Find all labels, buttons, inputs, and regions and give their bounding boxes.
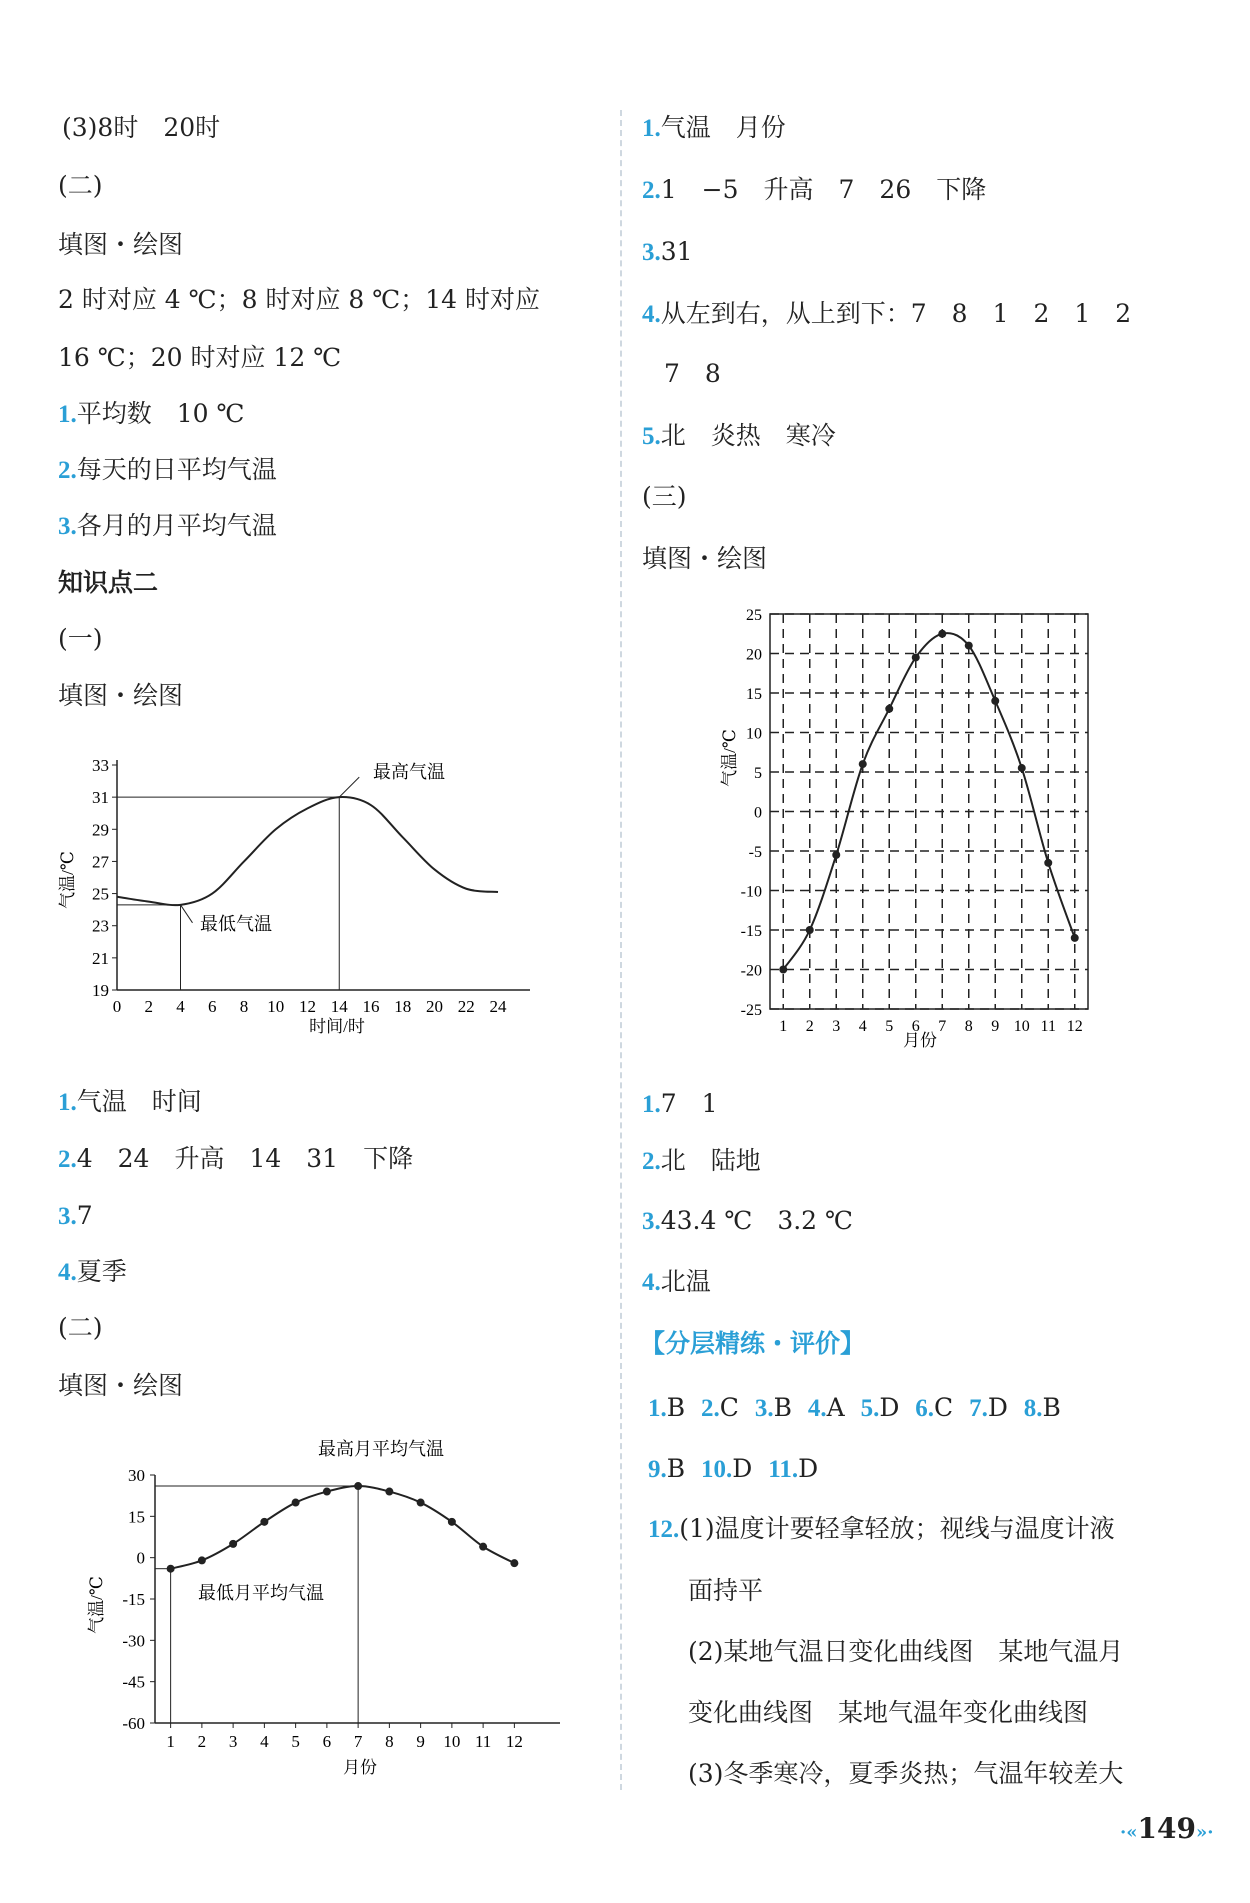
item-text: 北 炎热 寒冷 xyxy=(660,421,836,450)
max-temp-annotation: 最高气温 xyxy=(373,762,445,782)
mc-number: 4. xyxy=(807,1395,827,1422)
answer-item xyxy=(58,1143,413,1176)
max-leader xyxy=(339,777,359,797)
sub-heading: (二) xyxy=(58,1313,103,1342)
mc-answer: B xyxy=(666,1393,686,1422)
answer-item xyxy=(642,298,1131,331)
x-tick-label: 7 xyxy=(353,1732,363,1751)
spacer xyxy=(739,1393,755,1422)
y-tick-label: 0 xyxy=(754,804,762,822)
y-tick-label: 15 xyxy=(128,1507,145,1527)
answer-item xyxy=(642,1266,711,1299)
max-month-annotation: 最高月平均气温 xyxy=(318,1439,444,1459)
y-tick-label: 25 xyxy=(92,884,109,904)
spacer xyxy=(752,1454,768,1483)
answer-item xyxy=(58,1200,93,1233)
item-text: 1 −5 升高 7 26 下降 xyxy=(660,175,987,204)
item-number: 1. xyxy=(58,1089,77,1116)
item-text: 每天的日平均气温 xyxy=(76,455,277,484)
spacer xyxy=(953,1393,969,1422)
item-text: 4 24 升高 14 31 下降 xyxy=(76,1144,414,1173)
y-axis-label: 气温/℃ xyxy=(720,729,739,787)
mc-answer: B xyxy=(1042,1393,1061,1422)
x-tick-label: 9 xyxy=(991,1018,1000,1035)
x-tick-label: 18 xyxy=(394,997,412,1016)
item-number: 1. xyxy=(642,1091,661,1118)
mc-answers-row xyxy=(648,1392,1061,1425)
item-number: 4. xyxy=(642,301,661,328)
item-number: 12. xyxy=(648,1516,680,1543)
x-tick-label: 24 xyxy=(489,997,507,1016)
answer-continuation: 7 8 xyxy=(664,359,721,388)
answer-item xyxy=(58,1086,202,1119)
data-point xyxy=(323,1488,331,1496)
knowledge-point-heading: 知识点二 xyxy=(58,568,159,597)
x-axis-label: 时间/时 xyxy=(309,1017,365,1036)
min-month-annotation: 最低月平均气温 xyxy=(198,1583,324,1603)
mc-answer: C xyxy=(719,1393,739,1422)
x-tick-label: 2 xyxy=(805,1018,814,1035)
x-tick-label: 12 xyxy=(1066,1018,1083,1035)
x-tick-label: 10 xyxy=(267,997,285,1016)
x-axis-label: 月份 xyxy=(343,1758,377,1777)
data-point xyxy=(417,1499,425,1507)
fill-draw-label: 填图・绘图 xyxy=(58,230,184,259)
monthly-temperature-chart xyxy=(80,1425,580,1780)
data-point xyxy=(260,1518,268,1526)
item-text: 从左到右，从上到下：7 8 1 2 1 2 xyxy=(660,299,1132,328)
y-tick-label: 29 xyxy=(92,820,109,840)
x-tick-label: 8 xyxy=(239,997,249,1016)
y-tick-label: 25 xyxy=(746,607,762,624)
x-tick-label: 6 xyxy=(322,1732,332,1751)
y-tick-label: 10 xyxy=(746,725,762,743)
x-tick-label: 20 xyxy=(426,997,443,1016)
x-tick-label: 6 xyxy=(208,997,217,1016)
data-point xyxy=(198,1556,206,1564)
y-tick-label: 27 xyxy=(92,852,109,872)
item-text: 平均数 10 ℃ xyxy=(76,399,245,428)
item-number: 3. xyxy=(58,513,77,540)
min-temp-annotation: 最低气温 xyxy=(200,914,272,934)
y-tick-label: -15 xyxy=(122,1590,145,1609)
x-tick-label: 3 xyxy=(832,1018,841,1035)
x-tick-label: 10 xyxy=(1013,1018,1030,1035)
answer-item xyxy=(58,1256,127,1289)
mc-number: 7. xyxy=(969,1395,988,1422)
chart1-axes xyxy=(117,760,530,990)
x-tick-label: 8 xyxy=(385,1732,394,1751)
item-text: (1)温度计要轻拿轻放；视线与温度计液 xyxy=(679,1514,1115,1543)
item-text: 气温 月份 xyxy=(660,113,786,142)
fill-draw-label: 填图・绘图 xyxy=(58,1371,184,1400)
item-number: 2. xyxy=(58,457,77,484)
item-number: 4. xyxy=(642,1269,661,1296)
mc-answer: D xyxy=(987,1393,1008,1422)
mc-answer: A xyxy=(826,1393,845,1422)
answer-continuation: 变化曲线图 某地气温年变化曲线图 xyxy=(688,1698,1089,1727)
answer-item xyxy=(58,398,244,431)
mc-answer: B xyxy=(666,1454,686,1483)
x-tick-label: 22 xyxy=(457,997,475,1016)
x-tick-label: 1 xyxy=(779,1018,788,1035)
mc-number: 3. xyxy=(754,1395,774,1422)
item-number: 5. xyxy=(642,423,661,450)
answer-line: 2 时对应 4 ℃；8 时对应 8 ℃；14 时对应 xyxy=(58,285,540,314)
answer-item xyxy=(642,1145,761,1178)
annual-temperature-grid-chart xyxy=(715,598,1115,1068)
data-point xyxy=(448,1518,456,1526)
y-tick-label: -20 xyxy=(740,962,762,980)
mc-answer: D xyxy=(732,1454,753,1483)
daily-temperature-curve xyxy=(117,797,498,905)
item-text: 7 xyxy=(76,1201,93,1230)
item-number: 3. xyxy=(642,1208,661,1235)
x-tick-label: 12 xyxy=(505,1732,523,1751)
item-number: 1. xyxy=(642,115,661,142)
section-heading: 【分层精练・评价】 xyxy=(640,1329,866,1358)
x-tick-label: 4 xyxy=(260,1732,269,1751)
mc-number: 6. xyxy=(915,1395,935,1422)
item-text: 北 陆地 xyxy=(660,1146,761,1175)
x-tick-label: 0 xyxy=(112,997,122,1016)
y-tick-label: 15 xyxy=(746,686,762,703)
spacer xyxy=(845,1393,861,1422)
page-number xyxy=(1120,1812,1214,1845)
page-number-text: 149 xyxy=(1137,1812,1196,1845)
mc-answer: D xyxy=(798,1454,819,1483)
data-point xyxy=(292,1499,300,1507)
data-point xyxy=(385,1488,393,1496)
mc-answer: B xyxy=(773,1393,792,1422)
data-point xyxy=(1018,764,1026,772)
answer-item xyxy=(648,1513,1115,1546)
item-text: 31 xyxy=(660,237,693,266)
mc-number: 9. xyxy=(648,1456,667,1483)
item-number: 1. xyxy=(58,401,77,428)
daily-temperature-chart xyxy=(55,740,555,1040)
item-text: 北温 xyxy=(660,1267,711,1296)
x-axis-label: 月份 xyxy=(903,1031,937,1050)
y-tick-label: 31 xyxy=(92,788,109,808)
y-tick-label: 33 xyxy=(92,756,109,775)
y-tick-label: -25 xyxy=(740,1002,762,1019)
item-text: 各月的月平均气温 xyxy=(76,511,277,540)
answer-continuation: 面持平 xyxy=(688,1576,764,1605)
fill-draw-label: 填图・绘图 xyxy=(642,544,768,573)
data-point xyxy=(806,926,814,934)
item-number: 2. xyxy=(642,1148,661,1175)
column-divider xyxy=(620,110,622,1790)
mc-number: 11. xyxy=(768,1456,799,1483)
mc-answers-row xyxy=(648,1453,818,1486)
fill-draw-label: 填图・绘图 xyxy=(58,681,184,710)
sub-heading: (二) xyxy=(58,171,103,200)
item-number: 3. xyxy=(58,1203,77,1230)
y-axis-label: 气温/℃ xyxy=(87,1576,106,1634)
y-tick-label: 30 xyxy=(128,1466,145,1485)
answer-line: (3)冬季寒冷，夏季炎热；气温年较差大 xyxy=(688,1759,1124,1788)
mc-number: 5. xyxy=(860,1395,880,1422)
x-tick-label: 16 xyxy=(362,997,380,1016)
item-number: 4. xyxy=(58,1259,77,1286)
data-point xyxy=(354,1482,362,1490)
mc-number: 2. xyxy=(701,1395,720,1422)
x-tick-label: 11 xyxy=(1040,1018,1056,1035)
y-tick-label: -15 xyxy=(740,923,762,940)
x-tick-label: 14 xyxy=(330,997,348,1016)
y-tick-label: 19 xyxy=(92,981,109,1000)
data-point xyxy=(991,697,999,705)
mc-answer: C xyxy=(934,1393,954,1422)
data-point xyxy=(510,1559,518,1567)
item-text: 夏季 xyxy=(76,1257,127,1286)
data-point xyxy=(1044,859,1052,867)
data-point xyxy=(885,705,893,713)
y-tick-label: -30 xyxy=(122,1631,145,1651)
y-tick-label: 5 xyxy=(754,765,762,782)
x-tick-label: 2 xyxy=(144,997,153,1016)
data-point xyxy=(167,1565,175,1573)
spacer xyxy=(792,1393,808,1422)
y-tick-label: 0 xyxy=(136,1548,145,1568)
answer-item xyxy=(642,112,786,145)
answer-line: (2)某地气温日变化曲线图 某地气温月 xyxy=(688,1637,1124,1666)
data-point xyxy=(479,1543,487,1551)
x-tick-label: 11 xyxy=(474,1732,492,1751)
sub-heading: (一) xyxy=(58,624,103,653)
spacer xyxy=(899,1393,915,1422)
x-tick-label: 8 xyxy=(964,1018,973,1035)
y-axis-label: 气温/℃ xyxy=(58,851,77,909)
item-text: 7 1 xyxy=(660,1089,718,1118)
item-number: 2. xyxy=(642,177,661,204)
x-tick-label: 10 xyxy=(443,1732,461,1751)
x-tick-label: 6 xyxy=(911,1018,920,1035)
x-tick-label: 5 xyxy=(291,1732,300,1751)
x-tick-label: 4 xyxy=(176,997,185,1016)
answer-item xyxy=(642,420,836,453)
answer-item xyxy=(642,174,986,207)
data-point xyxy=(938,630,946,638)
sub-heading: (三) xyxy=(642,482,687,511)
x-tick-label: 1 xyxy=(166,1732,175,1751)
answer-line: 16 ℃；20 时对应 12 ℃ xyxy=(58,343,342,372)
data-point xyxy=(832,851,840,859)
item-number: 2. xyxy=(58,1146,77,1173)
y-tick-label: 23 xyxy=(92,916,109,936)
x-tick-label: 7 xyxy=(938,1018,947,1035)
data-point xyxy=(229,1540,237,1548)
monthly-temperature-curve xyxy=(171,1486,515,1569)
answer-item xyxy=(58,510,277,543)
data-point xyxy=(859,760,867,768)
data-point xyxy=(779,966,787,974)
y-tick-label: 21 xyxy=(92,948,109,968)
annual-temperature-curve xyxy=(783,633,1075,969)
y-tick-label: -5 xyxy=(748,844,762,861)
mc-answer: D xyxy=(879,1393,900,1422)
left-ornament-icon: ·« xyxy=(1120,1822,1138,1843)
mc-number: 8. xyxy=(1023,1395,1043,1422)
answer-item xyxy=(642,1205,853,1238)
y-tick-label: -10 xyxy=(740,883,762,901)
item-text: 气温 时间 xyxy=(76,1087,202,1116)
x-tick-label: 3 xyxy=(228,1732,238,1751)
min-leader xyxy=(181,905,193,923)
answer-item xyxy=(58,454,277,487)
data-point xyxy=(1071,934,1079,942)
x-tick-label: 5 xyxy=(885,1018,894,1035)
item-number: 3. xyxy=(642,239,661,266)
mc-number: 10. xyxy=(701,1456,733,1483)
spacer xyxy=(685,1454,701,1483)
answer-item xyxy=(642,236,693,269)
answer-item xyxy=(642,1088,718,1121)
mc-number: 1. xyxy=(648,1395,667,1422)
y-tick-label: -45 xyxy=(122,1672,145,1692)
x-tick-label: 4 xyxy=(858,1018,867,1035)
x-tick-label: 2 xyxy=(197,1732,207,1751)
spacer xyxy=(1008,1393,1024,1422)
data-point xyxy=(912,653,920,661)
y-tick-label: 20 xyxy=(746,646,762,664)
spacer xyxy=(685,1393,701,1422)
answer-line: (3)8时 20时 xyxy=(62,113,221,142)
item-text: 43.4 ℃ 3.2 ℃ xyxy=(660,1206,853,1235)
data-point xyxy=(965,642,973,650)
y-tick-label: -60 xyxy=(122,1714,145,1733)
x-tick-label: 12 xyxy=(299,997,316,1016)
right-ornament-icon: »· xyxy=(1195,1822,1214,1843)
x-tick-label: 9 xyxy=(416,1732,425,1751)
